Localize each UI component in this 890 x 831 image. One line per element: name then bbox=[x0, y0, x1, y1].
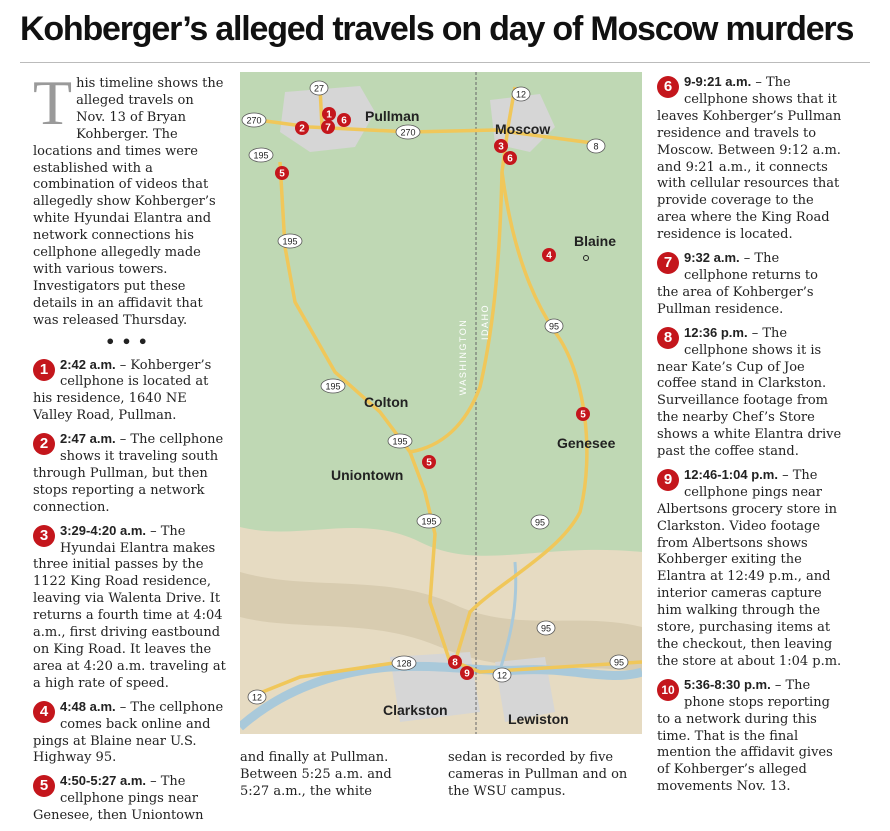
entry-time: 9-9:21 a.m. bbox=[684, 74, 752, 89]
entry-text: – The cellphone shows it is near Kate’s Cup of Joe coffee stand in Clarkston. Surveillance footage from the nearby Chef’s Store shows a white Elantra drive past the coffee stand. bbox=[657, 325, 842, 460]
timeline-entry-7 bbox=[657, 250, 843, 319]
map-marker-label: 2 bbox=[299, 123, 305, 135]
drop-cap: T bbox=[33, 67, 73, 138]
state-label-washington: WASHINGTON bbox=[458, 318, 468, 396]
highway-shield-label: 195 bbox=[421, 516, 437, 527]
map-marker-label: 8 bbox=[452, 657, 458, 669]
number-badge: 9 bbox=[657, 469, 679, 491]
separator-dots: ••• bbox=[105, 331, 154, 351]
map-marker-label: 5 bbox=[426, 457, 432, 469]
entry-time: 2:42 a.m. bbox=[60, 356, 116, 372]
highway-shield-label: 270 bbox=[400, 127, 416, 138]
highway-shield-label: 8 bbox=[593, 141, 599, 152]
number-badge: 3 bbox=[33, 525, 55, 547]
highway-shield bbox=[249, 148, 273, 162]
intro-paragraph bbox=[33, 67, 226, 330]
city-label-uniontown: Uniontown bbox=[331, 467, 404, 483]
intro-text: his timeline shows the alleged travels on Nov. 13 of Bryan Kohberger. The locations and times were established with a combination of videos that allegedly show Kohberger’s white Hyundai Elantra and network connections his cellphone allegedly made with various towers. Investigators put these details in an affidavit that was released Thursday. bbox=[33, 76, 224, 328]
map bbox=[240, 72, 642, 734]
highway-shield-label: 270 bbox=[246, 115, 262, 126]
timeline-entry-1 bbox=[33, 357, 226, 426]
state-label-idaho: IDAHO bbox=[480, 303, 490, 341]
entry-text: – The phone stops reporting to a network during this time. That is the final mention the affidavit gives of Kohberger’s alleged movements Nov. 13. bbox=[657, 677, 833, 795]
highway-shield bbox=[310, 81, 328, 95]
highway-shield bbox=[610, 655, 628, 669]
city-label-pullman: Pullman bbox=[365, 108, 420, 124]
map-marker bbox=[448, 655, 462, 669]
number-badge: 2 bbox=[33, 433, 55, 455]
highway-shield bbox=[512, 87, 530, 101]
timeline-entry-6 bbox=[657, 74, 843, 244]
city-label-clarkston: Clarkston bbox=[383, 702, 448, 718]
highway-shield-label: 95 bbox=[540, 623, 552, 634]
highway-shield-label: 195 bbox=[325, 381, 341, 392]
highway-shield-label: 95 bbox=[548, 321, 560, 332]
highway-shield bbox=[531, 515, 549, 529]
timeline-entry-4 bbox=[33, 699, 226, 768]
map-marker bbox=[460, 666, 474, 680]
column-left bbox=[33, 67, 226, 831]
city-label-genesee: Genesee bbox=[557, 435, 616, 451]
highway-shield bbox=[537, 621, 555, 635]
timeline-entry-9 bbox=[657, 467, 843, 671]
timeline-entry-3 bbox=[33, 523, 226, 693]
map-marker bbox=[275, 166, 289, 180]
entry-time: 3:29-4:20 a.m. bbox=[60, 522, 146, 538]
entry-text: – The cellphone comes back online and pings at Blaine near U.S. Highway 95. bbox=[33, 699, 224, 766]
city-label-colton: Colton bbox=[364, 394, 409, 410]
city-label-moscow: Moscow bbox=[495, 121, 551, 137]
number-badge: 5 bbox=[33, 775, 55, 797]
entry-time: 4:50-5:27 a.m. bbox=[60, 773, 146, 789]
number-badge: 10 bbox=[657, 679, 679, 701]
map-marker bbox=[321, 120, 335, 134]
column-right bbox=[657, 74, 843, 802]
entry-time: 4:48 a.m. bbox=[60, 698, 116, 714]
map-marker-label: 3 bbox=[498, 141, 504, 153]
map-marker bbox=[322, 107, 336, 121]
highway-shield bbox=[278, 234, 302, 248]
map-marker-label: 1 bbox=[326, 109, 332, 121]
headline-rule bbox=[20, 62, 870, 63]
highway-shield bbox=[417, 514, 441, 528]
number-badge: 4 bbox=[33, 701, 55, 723]
map-marker bbox=[542, 248, 556, 262]
map-marker-label: 6 bbox=[341, 115, 347, 127]
highway-shield bbox=[396, 125, 420, 139]
highway-shield-label: 12 bbox=[496, 670, 508, 681]
map-marker-label: 4 bbox=[546, 250, 552, 262]
entry-time: 5:36-8:30 p.m. bbox=[684, 676, 771, 692]
highway-shield bbox=[388, 434, 412, 448]
number-badge: 6 bbox=[657, 76, 679, 98]
continuation-col1: and finally at Pullman. Between 5:25 a.m. and 5:27 a.m., the white bbox=[240, 750, 392, 799]
entry-text: – The cellphone shows that it leaves Kohberger’s Pullman residence and travels to Moscow. Between 9:12 a.m. and 9:21 a.m., it connects with cellular resources that provide coverage to the area where the King Road residence is located. bbox=[657, 75, 842, 243]
map-marker bbox=[494, 139, 508, 153]
map-marker-label: 9 bbox=[464, 668, 470, 680]
highway-shield-label: 95 bbox=[534, 517, 546, 528]
highway-shield-label: 128 bbox=[396, 658, 412, 669]
city-label-blaine: Blaine bbox=[574, 233, 617, 249]
entry-time: 12:36 p.m. bbox=[684, 324, 748, 340]
highway-shield bbox=[392, 656, 416, 670]
highway-shield-label: 195 bbox=[392, 436, 408, 447]
map-marker-label: 5 bbox=[580, 409, 586, 421]
entry-text: – The Hyundai Elantra makes three initial passes by the 1122 King Road residence, leaving via Walenta Drive. It returns a fourth time at 4:04 a.m., first driving eastbound on King Road. It leaves the area at 4:20 a.m. traveling at a high rate of speed. bbox=[33, 523, 226, 691]
highway-shield-label: 27 bbox=[313, 83, 325, 94]
map-marker-label: 6 bbox=[507, 153, 513, 165]
timeline-entry-5 bbox=[33, 773, 226, 825]
number-badge: 8 bbox=[657, 327, 679, 349]
highway-shield bbox=[242, 113, 266, 127]
number-badge: 1 bbox=[33, 359, 55, 381]
entry-text: – The cellphone pings near Genesee, then Uniontown bbox=[33, 774, 204, 824]
highway-shield-label: 12 bbox=[251, 692, 263, 703]
timeline-entry-2 bbox=[33, 431, 226, 517]
entry-time: 12:46-1:04 p.m. bbox=[684, 466, 778, 482]
entry-text: – Kohberger’s cellphone is located at his residence, 1640 NE Valley Road, Pullman. bbox=[33, 357, 212, 424]
map-marker-label: 7 bbox=[325, 122, 331, 134]
map-marker bbox=[295, 121, 309, 135]
highway-shield-label: 12 bbox=[515, 89, 527, 100]
map-marker-label: 5 bbox=[279, 168, 285, 180]
highway-shield bbox=[321, 379, 345, 393]
map-marker bbox=[503, 151, 517, 165]
timeline-entry-10 bbox=[657, 677, 843, 796]
entry-time: 2:47 a.m. bbox=[60, 431, 116, 447]
highway-shield-label: 195 bbox=[253, 150, 269, 161]
highway-shield bbox=[493, 668, 511, 682]
entry-time: 9:32 a.m. bbox=[684, 250, 740, 266]
map-marker bbox=[576, 407, 590, 421]
headline: Kohberger’s alleged travels on day of Moscow murders bbox=[20, 10, 854, 48]
city-label-lewiston: Lewiston bbox=[508, 711, 569, 727]
continuation-col2: sedan is recorded by five cameras in Pullman and on the WSU campus. bbox=[448, 750, 628, 799]
map-marker bbox=[337, 113, 351, 127]
entry-text: – The cellphone shows it traveling south through Pullman, but then stops reporting a network connection. bbox=[33, 432, 224, 515]
timeline-entry-8 bbox=[657, 325, 843, 461]
highway-shield-label: 95 bbox=[613, 657, 625, 668]
map-marker bbox=[422, 455, 436, 469]
entry-text: – The cellphone pings near Albertsons grocery store in Clarkston. Video footage from Albertsons shows Kohberger exiting the Elantra at 12:49 p.m., and interior cameras capture him walking through the store, purchasing items at the checkout, then leaving the store at about 1:04 p.m. bbox=[657, 467, 842, 669]
highway-shield bbox=[587, 139, 605, 153]
entry-text: – The cellphone returns to the area of Kohberger’s Pullman residence. bbox=[657, 251, 818, 317]
highway-shield bbox=[248, 690, 266, 704]
number-badge: 7 bbox=[657, 252, 679, 274]
highway-shield bbox=[545, 319, 563, 333]
highway-shield-label: 195 bbox=[282, 236, 298, 247]
